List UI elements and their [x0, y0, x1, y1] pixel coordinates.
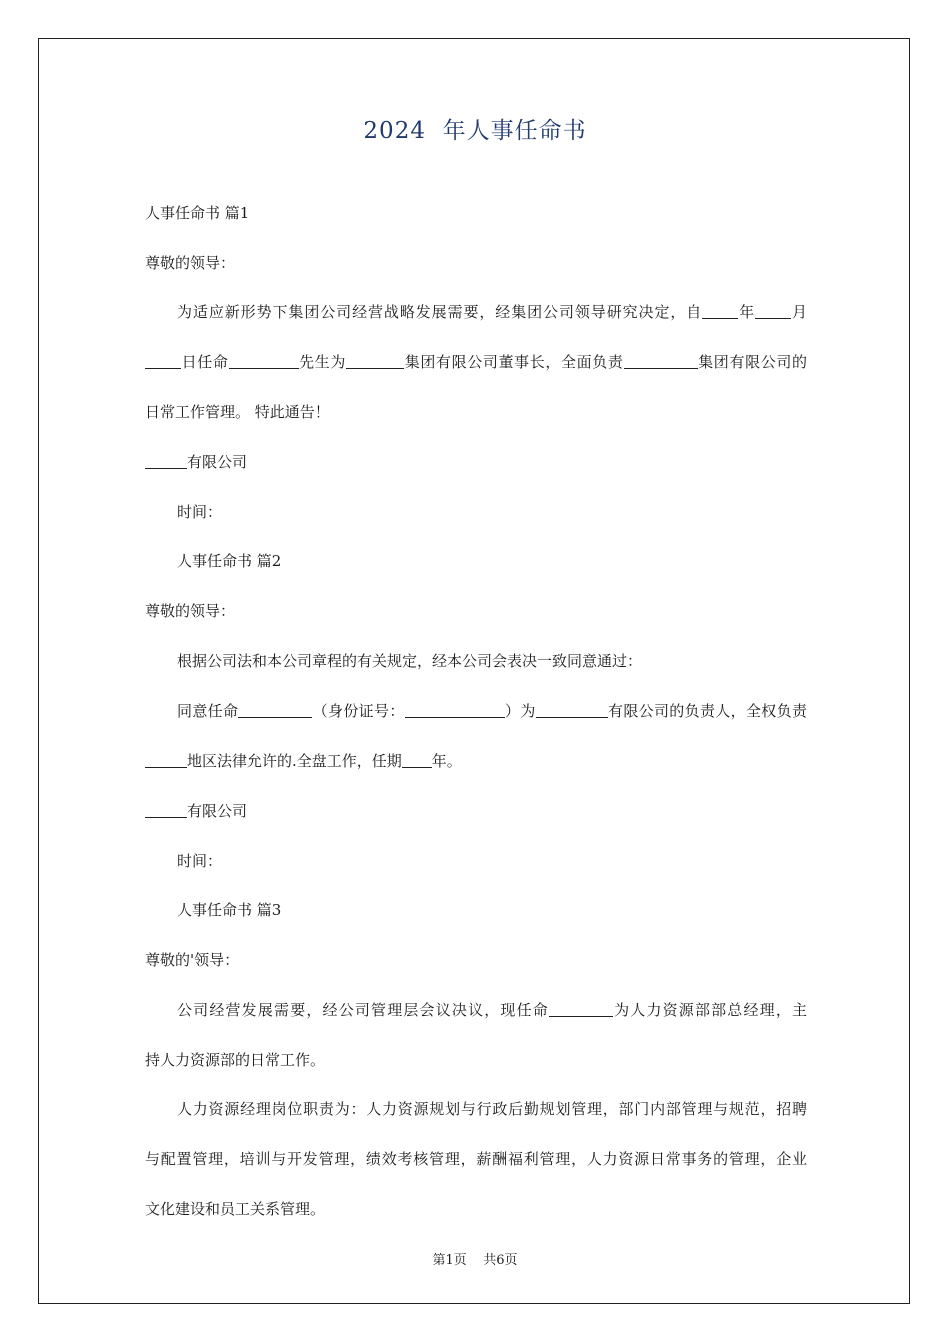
blank-name [238, 701, 312, 718]
blank-day [145, 352, 181, 369]
blank-month [755, 302, 791, 319]
section-1-paragraph-line-3: 日常工作管理。 特此通告！ [145, 403, 330, 421]
text-segment: 年 [738, 303, 756, 321]
section-1-paragraph-line-2 [145, 352, 807, 372]
section-3-paragraph-line-4: 与配置管理，培训与开发管理，绩效考核管理，薪酬福利管理，人力资源日常事务的管理，企业 [145, 1150, 807, 1168]
text-segment: （身份证号： [312, 702, 405, 720]
text-segment: 有限公司的负责人，全权负责 [607, 702, 807, 720]
document-title: 2024 年人事任命书 [363, 118, 587, 144]
text-segment: 年。 [431, 752, 462, 770]
text-segment: 集团有限公司董事长，全面负责 [404, 353, 624, 371]
section-2-company [145, 801, 807, 821]
company-label: 有限公司 [187, 802, 248, 820]
text-segment: 集团有限公司的 [697, 353, 807, 371]
text-segment: 公司经营发展需要，经公司管理层会议决议，现任命 [177, 1001, 549, 1019]
blank-year [702, 302, 738, 319]
blank-region [145, 751, 187, 768]
section-1-greeting: 尊敬的领导： [145, 254, 236, 272]
blank-name [549, 1000, 613, 1017]
section-1-paragraph-line-1 [177, 302, 807, 322]
text-segment: 先生为 [298, 353, 347, 371]
section-1-time: 时间： [177, 503, 223, 521]
text-segment: 月 [791, 303, 807, 321]
section-3-paragraph-line-1 [177, 1000, 807, 1020]
blank-group [346, 352, 404, 369]
text-segment: 为人力资源部部总经理，主 [612, 1001, 807, 1019]
section-3-paragraph-line-3: 人力资源经理岗位职责为：人力资源规划与行政后勤规划管理，部门内部管理与规范，招聘 [177, 1100, 807, 1118]
blank-term [402, 751, 432, 768]
section-2-greeting: 尊敬的领导： [145, 602, 236, 620]
page-footer: 第1页 共6页 [432, 1253, 518, 1268]
text-segment: 日任命 [181, 353, 229, 371]
section-3-greeting: 尊敬的'领导： [145, 951, 240, 969]
blank-company [145, 452, 187, 469]
section-2-time: 时间： [177, 852, 223, 870]
blank-name [229, 352, 299, 369]
section-2-paragraph-line-1: 根据公司法和本公司章程的有关规定，经本公司会表决一致同意通过： [177, 652, 643, 670]
section-2-paragraph-line-2 [177, 701, 807, 721]
section-1-company [145, 452, 807, 472]
blank-id-number [405, 701, 505, 718]
section-3-paragraph-line-2: 持人力资源部的日常工作。 [145, 1051, 326, 1069]
blank-company [536, 701, 608, 718]
section-2-paragraph-line-3 [145, 751, 807, 771]
text-segment: 同意任命 [177, 702, 239, 720]
blank-company [145, 801, 187, 818]
section-1-heading: 人事任命书 篇1 [145, 204, 250, 222]
blank-group-2 [624, 352, 698, 369]
company-label: 有限公司 [187, 453, 248, 471]
section-3-heading: 人事任命书 篇3 [177, 901, 282, 919]
text-segment: 为适应新形势下集团公司经营战略发展需要，经集团公司领导研究决定，自 [177, 303, 703, 321]
text-segment: ）为 [504, 702, 536, 720]
section-2-heading: 人事任命书 篇2 [177, 552, 282, 570]
section-3-paragraph-line-5: 文化建设和员工关系管理。 [145, 1200, 326, 1218]
text-segment: 地区法律允许的.全盘工作，任期 [187, 752, 402, 770]
